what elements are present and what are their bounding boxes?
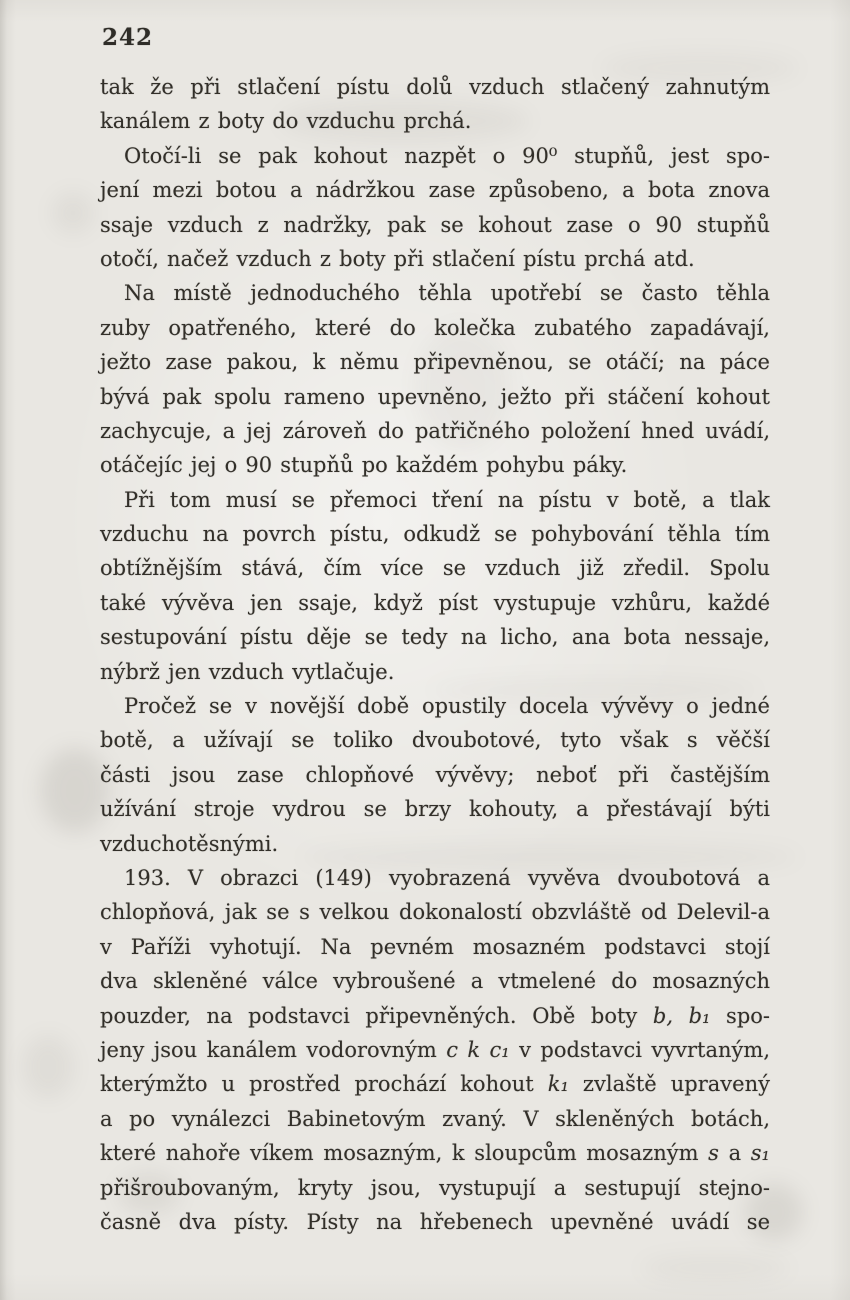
text-line: [100, 70, 770, 104]
paper-stain: [52, 192, 94, 234]
text-line: [100, 173, 770, 207]
text-line: [100, 276, 770, 310]
text-run: obtížnějším stává, čím více se vzduch již zředil. Spolu: [100, 556, 770, 581]
text-run: které nahoře víkem mosazným, k sloupcům mosazným: [100, 1141, 709, 1166]
text-line: [100, 792, 770, 826]
text-run: kanálem z boty do vzduchu prchá.: [100, 109, 472, 134]
text-run: chlopňová, jak se s velkou dokonalostí obzvláště od Delevil-a: [100, 900, 770, 925]
text-run: a po vynálezci Babinetovým zvaný. V skleněných botách,: [100, 1106, 770, 1131]
text-run: a: [718, 1141, 751, 1166]
text-run: vzduchu na povrch pístu, odkudž se pohybování těhla tím: [100, 522, 770, 547]
text-run: ssaje vzduch z nadržky, pak se kohout zase o 90 stupňů: [100, 212, 770, 237]
variable-letter: c k c₁: [446, 1037, 510, 1062]
page-number: 242: [102, 24, 154, 51]
text-run: sestupování pístu děje se tedy na licho, ana bota nessaje,: [100, 625, 770, 650]
variable-letter: b, b₁: [652, 1003, 711, 1028]
text-run: dva skleněné válce vybroušené a vtmelené do mosazných: [100, 969, 770, 994]
text-line: [100, 380, 770, 414]
text-run: jeny jsou kanálem vodorovným: [100, 1037, 447, 1062]
text-line: [100, 1102, 770, 1136]
variable-letter: s₁: [750, 1141, 770, 1166]
text-run: části jsou zase chlopňové vývěvy; neboť při častějším: [100, 762, 770, 787]
text-line: [100, 930, 770, 964]
text-line: [100, 104, 770, 138]
text-line: [100, 517, 770, 551]
text-line: [100, 964, 770, 998]
text-line: [100, 208, 770, 242]
text-run: otočí, načež vzduch z boty při stlačení pístu prchá atd.: [100, 246, 695, 271]
text-line: [100, 861, 770, 895]
text-run: zachycuje, a jej zároveň do patřičného položení hned uvádí,: [100, 418, 770, 443]
text-run: spo-: [710, 1003, 771, 1028]
text-run: Pročež se v novější době opustily docela vývěvy o jedné: [124, 694, 770, 719]
text-run: Při tom musí se přemoci tření na pístu v botě, a tlak: [124, 487, 770, 512]
text-run: jení mezi botou a nádržkou zase způsobeno, a bota znova: [100, 178, 770, 203]
text-line: [100, 999, 770, 1033]
text-line: [100, 586, 770, 620]
text-line: [100, 483, 770, 517]
text-run: Otočí-li se pak kohout nazpět o 90⁰ stupňů, jest spo-: [124, 143, 770, 168]
text-line: [100, 1171, 770, 1205]
text-line: [100, 311, 770, 345]
text-run: také vývěva jen ssaje, když píst vystupuje vzhůru, každé: [100, 590, 770, 615]
variable-letter: k₁: [547, 1072, 569, 1097]
text-line: [100, 723, 770, 757]
text-line: [100, 758, 770, 792]
text-line: [100, 827, 770, 861]
text-run: kterýmžto u prostřed prochází kohout: [100, 1072, 548, 1097]
text-line: [100, 345, 770, 379]
text-line: [100, 1136, 770, 1170]
text-run: časně dva písty. Písty na hřebenech upevněné uvádí se: [100, 1209, 770, 1234]
page-text: [100, 70, 770, 1239]
paper-stain: [640, 1255, 790, 1281]
text-run: botě, a užívají se toliko dvoubotové, tyto však s věčší: [100, 728, 770, 753]
text-line: [100, 414, 770, 448]
text-line: [100, 139, 770, 173]
text-run: zuby opatřeného, které do kolečka zubatého zapadávají,: [100, 315, 770, 340]
text-line: [100, 448, 770, 482]
text-line: [100, 620, 770, 654]
text-run: zvlaště upravený: [568, 1072, 770, 1097]
text-line: [100, 551, 770, 585]
text-line: [100, 1033, 770, 1067]
text-line: [100, 1067, 770, 1101]
text-run: tak že při stlačení pístu dolů vzduch stlačený zahnutým: [100, 75, 770, 99]
text-line: [100, 655, 770, 689]
text-line: [100, 242, 770, 276]
text-run: 193. V obrazci (149) vyobrazená vyvěva dvoubotová a: [124, 865, 770, 890]
text-run: v Paříži vyhotují. Na pevném mosazném podstavci stojí: [100, 934, 770, 959]
text-run: přišroubovaným, kryty jsou, vystupují a sestupují stejno-: [100, 1175, 770, 1200]
text-line: [100, 689, 770, 723]
variable-letter: s: [708, 1141, 719, 1166]
text-run: pouzder, na podstavci připevněných. Obě boty: [100, 1003, 653, 1028]
paper-stain: [22, 1035, 74, 1099]
text-run: bývá pak spolu rameno upevněno, ježto při stáčení kohout: [100, 384, 770, 409]
text-run: ježto zase pakou, k němu připevněnou, se otáčí; na páce: [100, 350, 770, 375]
text-line: [100, 1205, 770, 1239]
text-run: nýbrž jen vzduch vytlačuje.: [100, 659, 395, 684]
text-run: užívání stroje vydrou se brzy kohouty, a přestávají býti: [100, 797, 770, 822]
text-line: [100, 895, 770, 929]
text-run: Na místě jednoduchého těhla upotřebí se často těhla: [124, 281, 770, 306]
text-run: v podstavci vyvrtaným,: [509, 1037, 770, 1062]
text-run: vzduchotěsnými.: [100, 831, 279, 856]
text-run: otáčejíc jej o 90 stupňů po každém pohybu páky.: [100, 453, 628, 478]
